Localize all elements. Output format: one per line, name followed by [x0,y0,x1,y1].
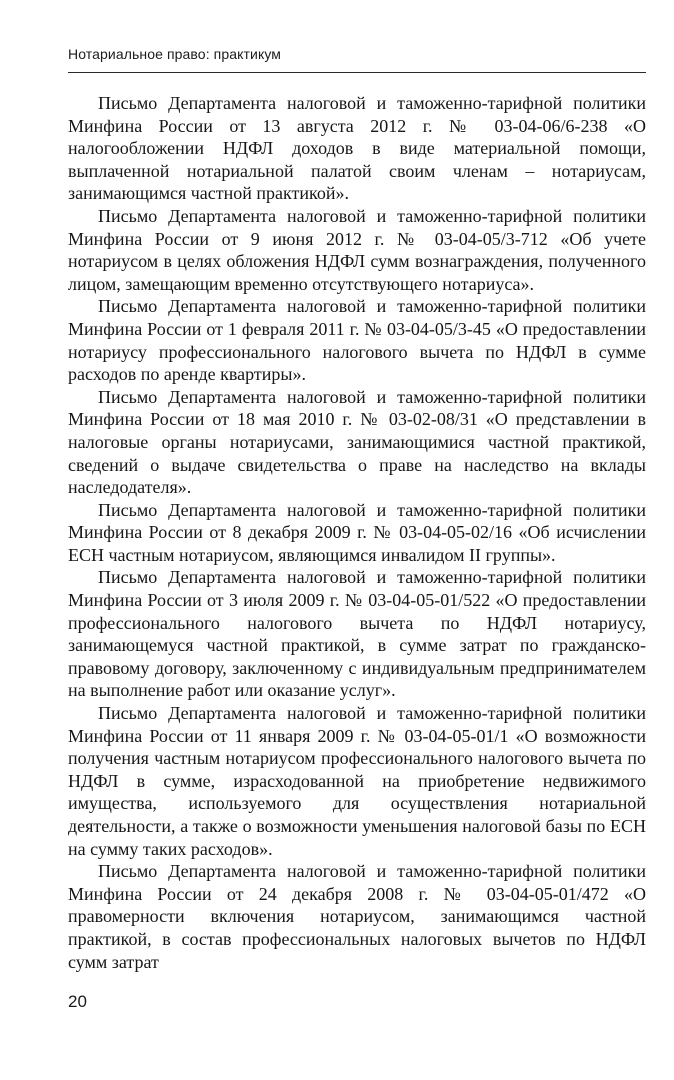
running-head: Нотариальное право: практикум [68,46,281,62]
paragraph-letter-2010-05-18: Письмо Департамента налоговой и таможенно-тарифной политики Минфина России от 18 мая 2010 г. № 03-02-08/31 «О представлении в налоговые органы нотариусами, занимающимися частной практикой, сведений о выдаче свидетельства о праве на наследство на вклады наследодателя». [68,386,646,498]
paragraph-letter-2009-01-11: Письмо Департамента налоговой и таможенно-тарифной политики Минфина России от 11 января 2009 г. № 03-04-05-01/1 «О возможности получения частным нотариусом профессионального налогового вычета по НДФЛ в сумме, израсходованной на приобретение недвижимого имущества, используемого для осуществления нотариальной деятельности, а также о возможности уменьшения налоговой базы по ЕСН на сумму таких расходов». [68,703,646,859]
header-rule [68,72,646,73]
page-body [68,92,646,973]
paragraph-letter-2009-07-03: Письмо Департамента налоговой и таможенно-тарифной политики Минфина России от 3 июля 2009 г. № 03-04-05-01/522 «О предоставлении профессионального налогового вычета по НДФЛ нотариусу, занимающемуся частной практикой, в сумме затрат по гражданско-правовому договору, заключенному с индивидуальным предпринимателем на выполнение работ или оказание услуг». [68,567,646,701]
paragraph-letter-2009-12-08: Письмо Департамента налоговой и таможенно-тарифной политики Минфина России от 8 декабря 2009 г. № 03-04-05-02/16 «Об исчислении ЕСН частным нотариусом, являющимся инвалидом II группы». [68,499,646,565]
paragraph-letter-2012-08-13: Письмо Департамента налоговой и таможенно-тарифной политики Минфина России от 13 августа 2012 г. № 03-04-06/6-238 «О налогообложении НДФЛ доходов в виде материальной помощи, выплаченной нотариальной палатой своим членам – нотариусам, занимающимся частной практикой». [68,93,646,204]
paragraph-letter-2011-02-01: Письмо Департамента налоговой и таможенно-тарифной политики Минфина России от 1 февраля 2011 г. № 03-04-05/3-45 «О предоставлении нотариусу профессионального налогового вычета по НДФЛ в сумме расходов по аренде квартиры». [68,296,646,385]
page-number: 20 [68,992,87,1011]
paragraph-letter-2012-06-09: Письмо Департамента налоговой и таможенно-тарифной политики Минфина России от 9 июня 2012 г. № 03-04-05/3-712 «Об учете нотариусом в целях обложения НДФЛ сумм вознаграждения, полученного лицом, замещающим временно отсутствующего нотариуса». [68,205,646,294]
paragraph-letter-2008-12-24: Письмо Департамента налоговой и таможенно-тарифной политики Минфина России от 24 декабря 2008 г. № 03-04-05-01/472 «О правомерности включения нотариусом, занимающимся частной практикой, в состав профессиональных налоговых вычетов по НДФЛ сумм затрат [68,861,646,972]
